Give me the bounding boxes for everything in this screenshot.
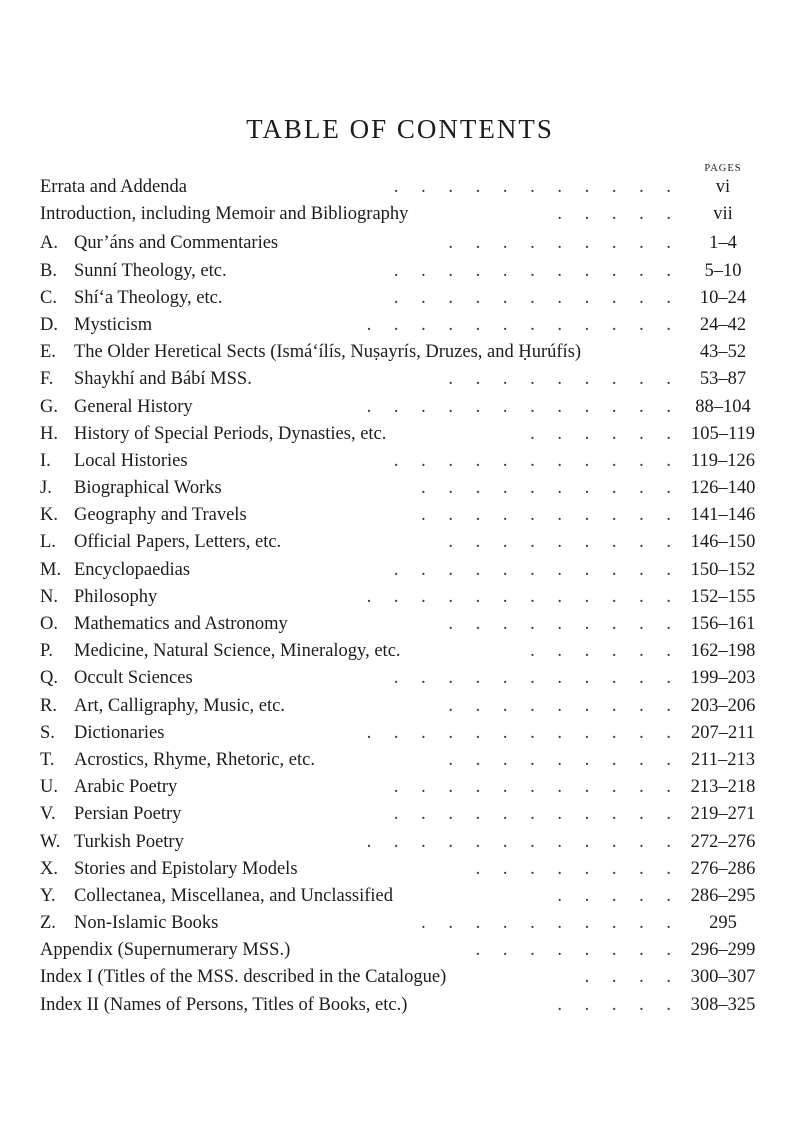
toc-entry-title: Mathematics and Astronomy <box>74 614 288 634</box>
toc-entry-pages: 88–104 <box>695 396 751 417</box>
toc-entry <box>40 529 785 556</box>
toc-entry-title: Turkish Poetry <box>74 831 184 852</box>
toc-entry-title: Mysticism <box>74 314 153 335</box>
toc-entry <box>40 774 785 801</box>
toc-entry <box>40 665 785 692</box>
toc-entry-letter: N. <box>40 586 58 607</box>
toc-entry-letter: C. <box>40 287 57 308</box>
toc-entry <box>40 394 785 421</box>
toc-entry <box>40 992 785 1019</box>
toc-entry-pages: 219–271 <box>690 804 756 825</box>
toc-entry <box>40 201 785 228</box>
toc-entry-title: Arabic Poetry <box>74 777 178 798</box>
toc-entry-pages: vii <box>713 204 733 225</box>
toc-entry-pages: 286–295 <box>690 885 756 906</box>
toc-entry <box>40 475 785 502</box>
toc-entry <box>40 258 785 285</box>
toc-entry-pages: 146–150 <box>690 532 756 553</box>
toc-entry-pages: 152–155 <box>690 586 756 607</box>
toc-entry-title: Non-Islamic Books <box>74 913 219 934</box>
toc-entry-title: Persian Poetry <box>74 804 182 825</box>
toc-entry-leader-dots: . . . . . . . . . . . <box>393 804 680 825</box>
toc-entry <box>40 611 785 638</box>
toc-entry-pages: 126–140 <box>690 478 756 499</box>
toc-entry-leader-dots: . . . . . . . . . <box>448 614 680 634</box>
toc-entry-title: Official Papers, Letters, etc. <box>74 532 282 553</box>
toc-entry <box>40 720 785 747</box>
toc-entry-title: Index II (Names of Persons, Titles of Books, etc.) <box>40 994 408 1015</box>
toc-entry <box>40 829 785 856</box>
toc-entry-title: Acrostics, Rhyme, Rhetoric, etc. <box>74 749 315 770</box>
toc-entry-title: Art, Calligraphy, Music, etc. <box>74 695 285 716</box>
toc-entry-pages: 150–152 <box>690 559 756 580</box>
toc-entry-title: Encyclopaedias <box>74 559 191 580</box>
toc-entry <box>40 638 785 665</box>
toc-entry-letter: A. <box>40 233 58 254</box>
toc-entry-pages: 1–4 <box>709 233 737 254</box>
toc-entry-leader-dots: . . . . . . . . . <box>448 233 680 254</box>
toc-entry-leader-dots: . . . . . . . . . . . . <box>366 586 680 607</box>
toc-entry-title: Errata and Addenda <box>40 177 187 197</box>
toc-entry-leader-dots: . . . . . . . . . <box>448 532 680 553</box>
toc-entry <box>40 230 785 257</box>
toc-entry-leader-dots: . . . . . . . . . . . . <box>366 314 680 335</box>
toc-entry-leader-dots: . . . . . . . . . . . <box>393 287 680 308</box>
toc-entry-title: Shaykhí and Bábí MSS. <box>74 369 252 390</box>
toc-entry-pages: 119–126 <box>690 450 756 471</box>
toc-entry-letter: T. <box>40 749 55 770</box>
toc-entry-title: Stories and Epistolary Models <box>74 858 298 879</box>
toc-entry-title: Biographical Works <box>74 478 222 499</box>
toc-entry-pages: 213–218 <box>690 777 756 798</box>
table-of-contents <box>40 174 785 1019</box>
toc-entry-pages: 211–213 <box>690 749 756 770</box>
toc-entry-letter: M. <box>40 559 62 580</box>
toc-entry <box>40 856 785 883</box>
toc-entry <box>40 174 785 201</box>
toc-entry <box>40 801 785 828</box>
toc-entry-leader-dots: . . . . . . <box>530 423 680 444</box>
pages-column-header: PAGES <box>704 163 742 174</box>
toc-entry-leader-dots: . . . . . . . . . . . <box>393 177 680 197</box>
toc-entry-letter: O. <box>40 614 58 634</box>
toc-entry-leader-dots: . . . . . <box>557 885 680 906</box>
toc-entry <box>40 285 785 312</box>
toc-entry <box>40 584 785 611</box>
toc-entry-leader-dots: . . . . <box>584 967 680 988</box>
toc-entry-pages: 24–42 <box>699 314 747 335</box>
toc-entry-title: General History <box>74 396 193 417</box>
toc-entry-leader-dots: . . . . . . . . . . . . <box>366 396 680 417</box>
toc-entry-title: Occult Sciences <box>74 668 193 689</box>
toc-entry-pages: 207–211 <box>690 722 756 743</box>
toc-entry <box>40 937 785 964</box>
toc-entry-pages: 141–146 <box>690 505 756 526</box>
toc-entry-title: History of Special Periods, Dynasties, etc. <box>74 423 387 444</box>
toc-entry-pages: 203–206 <box>690 695 756 716</box>
toc-entry-leader-dots: . . . . . . . . . . . <box>393 668 680 689</box>
toc-entry-title: Philosophy <box>74 586 158 607</box>
toc-entry-title: Appendix (Supernumerary MSS.) <box>40 940 291 961</box>
toc-entry-pages: 272–276 <box>690 831 756 852</box>
toc-entry-leader-dots: . . . . . . . . . . . . <box>366 831 680 852</box>
toc-entry-leader-dots: . . . . . . . . <box>475 940 680 961</box>
toc-entry <box>40 883 785 910</box>
toc-entry-letter: U. <box>40 777 58 798</box>
toc-entry-letter: F. <box>40 369 54 390</box>
toc-entry-title: Sunní Theology, etc. <box>74 260 227 281</box>
toc-entry-title: Medicine, Natural Science, Mineralogy, etc. <box>74 641 401 662</box>
toc-entry <box>40 747 785 774</box>
toc-entry-letter: Z. <box>40 913 56 934</box>
toc-entry-letter: I. <box>40 450 51 471</box>
toc-entry-pages: 53–87 <box>699 369 747 390</box>
toc-entry-pages: 156–161 <box>690 614 756 634</box>
toc-entry <box>40 693 785 720</box>
toc-entry-leader-dots: . . . . . . <box>530 641 680 662</box>
toc-entry <box>40 502 785 529</box>
toc-entry-letter: W. <box>40 831 61 852</box>
toc-entry <box>40 312 785 339</box>
toc-entry-leader-dots: . . . . . . . . . . . <box>393 777 680 798</box>
toc-entry-leader-dots: . . . . . . . . . . . <box>393 450 680 471</box>
toc-entry-letter: V. <box>40 804 56 825</box>
toc-entry <box>40 421 785 448</box>
toc-entry-letter: Q. <box>40 668 58 689</box>
toc-entry-leader-dots: . . . . . . . . . <box>448 749 680 770</box>
toc-entry-letter: Y. <box>40 885 56 906</box>
toc-entry-title: Qur’áns and Commentaries <box>74 233 279 254</box>
toc-entry-leader-dots: . . . . . . . . . . <box>421 913 680 934</box>
toc-entry <box>40 910 785 937</box>
toc-entry-leader-dots: . . . . . . . . . <box>448 695 680 716</box>
toc-entry-leader-dots: . . . . . . . . . . <box>421 478 680 499</box>
toc-entry-leader-dots: . . . . . . . . . . . . <box>366 722 680 743</box>
toc-entry-title: Local Histories <box>74 450 188 471</box>
toc-entry-letter: X. <box>40 858 58 879</box>
toc-entry-title: The Older Heretical Sects (Ismá‘ílís, Nuṣayrís, Druzes, and Ḥurúfís) <box>74 342 582 363</box>
toc-entry-pages: 300–307 <box>690 967 756 988</box>
toc-entry-pages: 276–286 <box>690 858 756 879</box>
toc-entry-pages: 5–10 <box>704 260 742 281</box>
toc-entry-letter: B. <box>40 260 57 281</box>
toc-entry-letter: R. <box>40 695 57 716</box>
toc-entry <box>40 448 785 475</box>
toc-entry <box>40 964 785 991</box>
toc-entry <box>40 366 785 393</box>
toc-entry-letter: P. <box>40 641 53 662</box>
toc-entry-leader-dots: . . . . . . . . <box>475 858 680 879</box>
toc-entry-title: Introduction, including Memoir and Bibliography <box>40 204 409 225</box>
toc-entry <box>40 339 785 366</box>
toc-entry-pages: 105–119 <box>690 423 756 444</box>
toc-entry-letter: J. <box>40 478 52 499</box>
toc-entry-leader-dots: . . . . . . . . . . <box>421 505 680 526</box>
toc-entry-letter: E. <box>40 342 56 363</box>
toc-entry <box>40 557 785 584</box>
toc-entry-pages: 295 <box>709 913 737 934</box>
toc-entry-title: Collectanea, Miscellanea, and Unclassified <box>74 885 393 906</box>
toc-entry-leader-dots: . . . . . <box>557 994 680 1015</box>
toc-entry-letter: H. <box>40 423 58 444</box>
toc-entry-pages: 10–24 <box>699 287 747 308</box>
toc-entry-pages: vi <box>715 177 731 197</box>
toc-entry-leader-dots: . . . . . . . . . . . <box>393 559 680 580</box>
toc-entry-letter: L. <box>40 532 56 553</box>
toc-entry-pages: 296–299 <box>690 940 756 961</box>
toc-entry-title: Index I (Titles of the MSS. described in the Catalogue) <box>40 967 447 988</box>
toc-entry-pages: 162–198 <box>690 641 756 662</box>
toc-entry-leader-dots: . . . . . . . . . <box>448 369 680 390</box>
toc-entry-letter: G. <box>40 396 58 417</box>
toc-entry-letter: D. <box>40 314 58 335</box>
toc-entry-title: Dictionaries <box>74 722 165 743</box>
page-title: TABLE OF CONTENTS <box>246 114 554 144</box>
toc-entry-pages: 199–203 <box>690 668 756 689</box>
toc-entry-pages: 308–325 <box>690 994 756 1015</box>
toc-entry-pages: 43–52 <box>699 342 747 363</box>
toc-entry-letter: K. <box>40 505 58 526</box>
toc-entry-leader-dots: . . . . . . . . . . . <box>393 260 680 281</box>
toc-entry-leader-dots: . . . . . <box>557 204 680 225</box>
toc-entry-title: Geography and Travels <box>74 505 247 526</box>
toc-entry-title: Shí‘a Theology, etc. <box>74 287 223 308</box>
toc-entry-letter: S. <box>40 722 55 743</box>
